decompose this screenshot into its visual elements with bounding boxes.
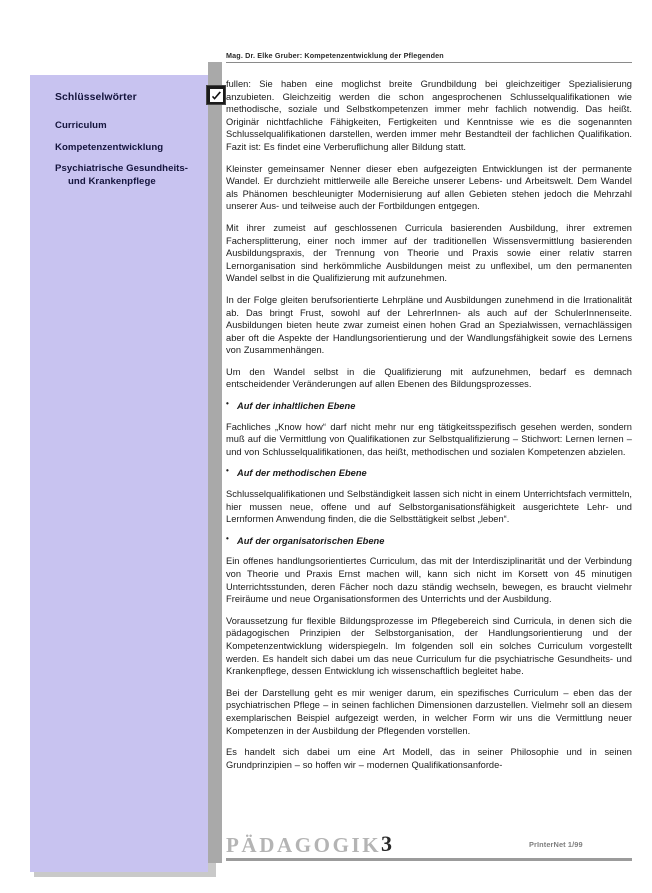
body-text-column bbox=[226, 78, 632, 780]
keyword-panel bbox=[30, 75, 208, 872]
page-number: 3 bbox=[381, 831, 392, 856]
paragraph: Mit ihrer zumeist auf geschlossenen Curricula basierenden Ausbildung, ihrer extremen Fachersplitterung, einer noch immer auf der traditionellen Wissensvermittlung basierenden Ausbildungspraxis, der Trennung von Theorie und Praxis sowie einer relativ starren Lernorganisation sind herkömmliche Ausbildungen meist zu unflexibel, um den permanenten Wandel selbst in die Qualifizierung mit aufzunehmen. bbox=[226, 222, 632, 284]
paragraph: Um den Wandel selbst in die Qualifizierung mit aufzunehmen, bedarf es demnach entscheidender Veränderungen auf allen Ebenen des Bildungsprozesses. bbox=[226, 366, 632, 390]
keyword-item bbox=[55, 120, 198, 133]
keyword-item bbox=[55, 142, 198, 155]
keyword-item-label: Curriculum bbox=[55, 120, 107, 131]
section-bullet: • Auf der methodischen Ebene bbox=[226, 467, 632, 480]
paragraph: Ein offenes handlungsorientiertes Curriculum, das mit der Interdisziplinarität und der Verbindung von Theorie und Praxis Ernst machen will, kann sich nicht im Korsett von 45 minutigen Unterrichtsstunden, deren Fächer noch dazu ständig wechseln, bewegen, es braucht vielmehr Freiräume und neue Organisationsformen des Unterrichts und der Ausbildung. bbox=[226, 556, 632, 605]
section-bullet: • Auf der organisatorischen Ebene bbox=[226, 535, 632, 548]
keyword-item-label: Psychiatrische Gesundheits- bbox=[55, 163, 189, 175]
footer-logo: PÄDAGOGIK bbox=[226, 833, 382, 857]
footer-rule bbox=[226, 858, 632, 861]
paragraph: Schlusselqualifikationen und Selbständigkeit lassen sich nicht in einem Unterrichtsfach vermitteln, hier mussen neue, offene und auf Selbstorganisationsfähigkeit ausgerichtete Lehr- und Lernformen Anwendung finden, die die Selbsttätigkeit selbst „leben“. bbox=[226, 489, 632, 525]
keyword-item bbox=[55, 163, 198, 188]
header-rule bbox=[226, 62, 632, 63]
paragraph: In der Folge gleiten berufsorientierte Lehrpläne und Ausbildungen zunehmend in die Irrationalität ab. Das bringt Frust, sowohl auf der LehrerInnen- als auch auf der SchulerInnenseite. Ausbildungen bieten heute zwar zumeist einen hohen Grad an Spezialwissen, vernachlässigen aber oft die Aspekte der Handlungsorientierung und der Wandlungsfähigkeit sowie des Lernens von Zusammenhängen. bbox=[226, 294, 632, 356]
paragraph: Es handelt sich dabei um eine Art Modell, das in seiner Philosophie und in seinen Grundprinzipien – so hoffen wir – modernen Qualifikationsanforde- bbox=[226, 747, 632, 770]
paragraph: fullen: Sie haben eine moglichst breite Grundbildung bei gleichzeitiger Spezialisierung anzubieten. Gleichzeitig werden die schon angesprochenen Schlusselqualifikationen wie methodische, soziale und Selbstkompetenzen immer mehr fachlich notwendig. Das heißt. Originär nichtfachliche Fähigkeiten, Fertigkeiten und Kenntnisse wie es die sogenannten Schlusselqualifikationen darstellen, werden immer mehr Bestandteil der fachlichen Qualifikation. Fazit ist: Es findet eine Verberuflichung aller Bildung statt. bbox=[226, 79, 632, 152]
bookmark-marker-icon[interactable] bbox=[206, 85, 226, 105]
paragraph: Kleinster gemeinsamer Nenner dieser eben aufgezeigten Entwicklungen ist der permanente Wandel. Er durchzieht mittlerweile alle Bereiche unserer Lebens- und Arbeitswelt. Dem Wandel als Phänomen beschleunigter Modernisierung auf allen Gebieten stehen jedoch die Mehrzahl unserer Aus- und teilweise auch der Fortbildungen entgegen. bbox=[226, 163, 632, 212]
keyword-item-label-cont: und Krankenpflege bbox=[68, 175, 156, 187]
paragraph: Fachliches „Know how“ darf nicht mehr nur eng tätigkeitsspezifisch gesehen werden, sondern muß auf die Vermittlung von Qualifikationen zur Selbstqualifizierung – Stichwort: Lernen lernen – und von Schlusselqualifikationen, das heißt, methodischen und sozialen Kompetenzen abzielen. bbox=[226, 421, 632, 457]
footer-issue-label: PrInterNet 1/99 bbox=[529, 840, 583, 849]
paragraph: Voraussetzung fur flexible Bildungsprozesse im Pflegebereich sind Curricula, in denen sich die pädagogischen Prinzipien der Selbstorganisation, der Handlungsorientierung und der Kompetenzentwicklung widerspiegeln. Im folgenden soll ein solches Curriculum vorgestellt werden. Es handelt sich dabei um das neue Curriculum fur die psychiatrische Gesundheits- und Krankenpflege, dessen Entwicklung ich wissenschaftlich begleitet habe. bbox=[226, 615, 632, 677]
keyword-panel-title: Schlüsselwörter bbox=[55, 92, 137, 103]
section-bullet: • Auf der inhaltlichen Ebene bbox=[226, 400, 632, 413]
running-head: Mag. Dr. Elke Gruber: Kompetenzentwicklung der Pflegenden bbox=[226, 51, 444, 60]
column-divider-band bbox=[208, 62, 222, 863]
keyword-panel-content bbox=[55, 92, 198, 198]
paragraph: Bei der Darstellung geht es mir weniger darum, ein spezifisches Curriculum – eben das der psychiatrischen Pflege – in seinen fachlichen Dimensionen darzustellen. Vielmehr soll an diesem exemplarischen Beispiel aufgezeigt werden, in welcher Form wir uns die Vermittlung neuer Kompetenzen in der Ausbildung der Pflegenden vorstellen. bbox=[226, 687, 632, 736]
keyword-item-label: Kompetenzentwicklung bbox=[55, 141, 164, 153]
